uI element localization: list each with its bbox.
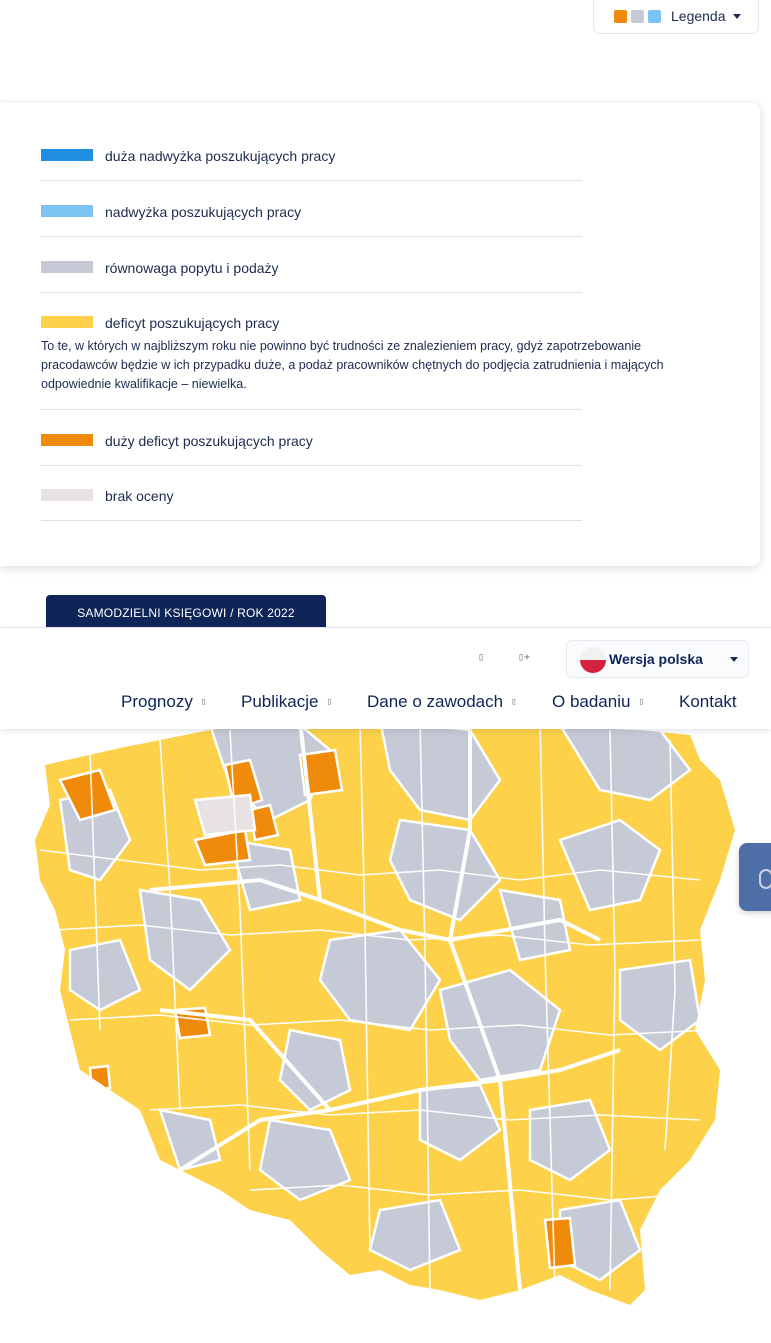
font-size-icon[interactable]: ▯+	[518, 652, 531, 663]
legend-swatch-gray	[631, 10, 644, 23]
legend-toggle-label: Legenda	[671, 8, 726, 24]
poland-district-map[interactable]	[0, 690, 771, 1343]
nav-publikacje[interactable]: Publikacje ▯	[241, 692, 332, 711]
legend-item	[41, 487, 582, 521]
nav-dane-o-zawodach[interactable]: Dane o zawodach ▯	[367, 692, 517, 711]
legend-item-label: równowaga popytu i podaży	[105, 260, 279, 276]
legend-item-label: nadwyżka poszukujących pracy	[105, 204, 302, 220]
legend-item-label: deficyt poszukujących pracy	[105, 315, 280, 331]
legend-swatch	[41, 205, 93, 217]
legend-item	[41, 203, 582, 237]
legend-swatch	[41, 489, 93, 501]
legend-swatch	[41, 149, 93, 161]
legend-item	[41, 432, 582, 466]
nav-o-badaniu[interactable]: O badaniu ▯	[552, 692, 644, 711]
legend-item	[41, 259, 582, 293]
legend-item-label: duży deficyt poszukujących pracy	[105, 433, 313, 449]
legend-item-label: duża nadwyżka poszukujących pracy	[105, 148, 336, 164]
legend-swatch	[41, 434, 93, 446]
scroll-side-button[interactable]	[739, 843, 771, 911]
occupation-year-tab[interactable]: SAMODZIELNI KSIĘGOWI / ROK 2022	[46, 595, 326, 631]
site-header	[0, 627, 771, 729]
nav-kontakt[interactable]: Kontakt	[679, 692, 737, 711]
font-size-plus: +	[524, 652, 531, 663]
nav-prognozy[interactable]: Prognozy ▯	[121, 692, 207, 711]
contrast-icon[interactable]: ▯	[478, 652, 485, 663]
legend-swatch	[41, 316, 93, 328]
chevron-down-icon	[733, 14, 741, 19]
legend-swatch-blue	[648, 10, 661, 23]
legend-panel	[0, 103, 760, 566]
mouse-icon	[759, 869, 771, 889]
language-select[interactable]	[566, 640, 749, 678]
legend-swatch	[41, 261, 93, 273]
chevron-down-icon	[730, 657, 738, 662]
legend-toggle-button[interactable]	[593, 0, 759, 34]
legend-item	[41, 147, 582, 181]
legend-swatch-orange	[614, 10, 627, 23]
poland-flag-icon	[580, 647, 606, 673]
language-label: Wersja polska	[609, 651, 703, 667]
legend-item-description: To te, w których w najbliższym roku nie powinno być trudności ze znalezieniem pracy, gdyż zapotrzebowanie pracodawców będzie w ich przypadku duże, a podaż pracowników chętnych do podjęcia zatrudnienia i mających odpowiednie kwalifikacje – niewielka.	[41, 339, 664, 391]
legend-item	[41, 314, 664, 410]
legend-item-label: brak oceny	[105, 488, 174, 504]
